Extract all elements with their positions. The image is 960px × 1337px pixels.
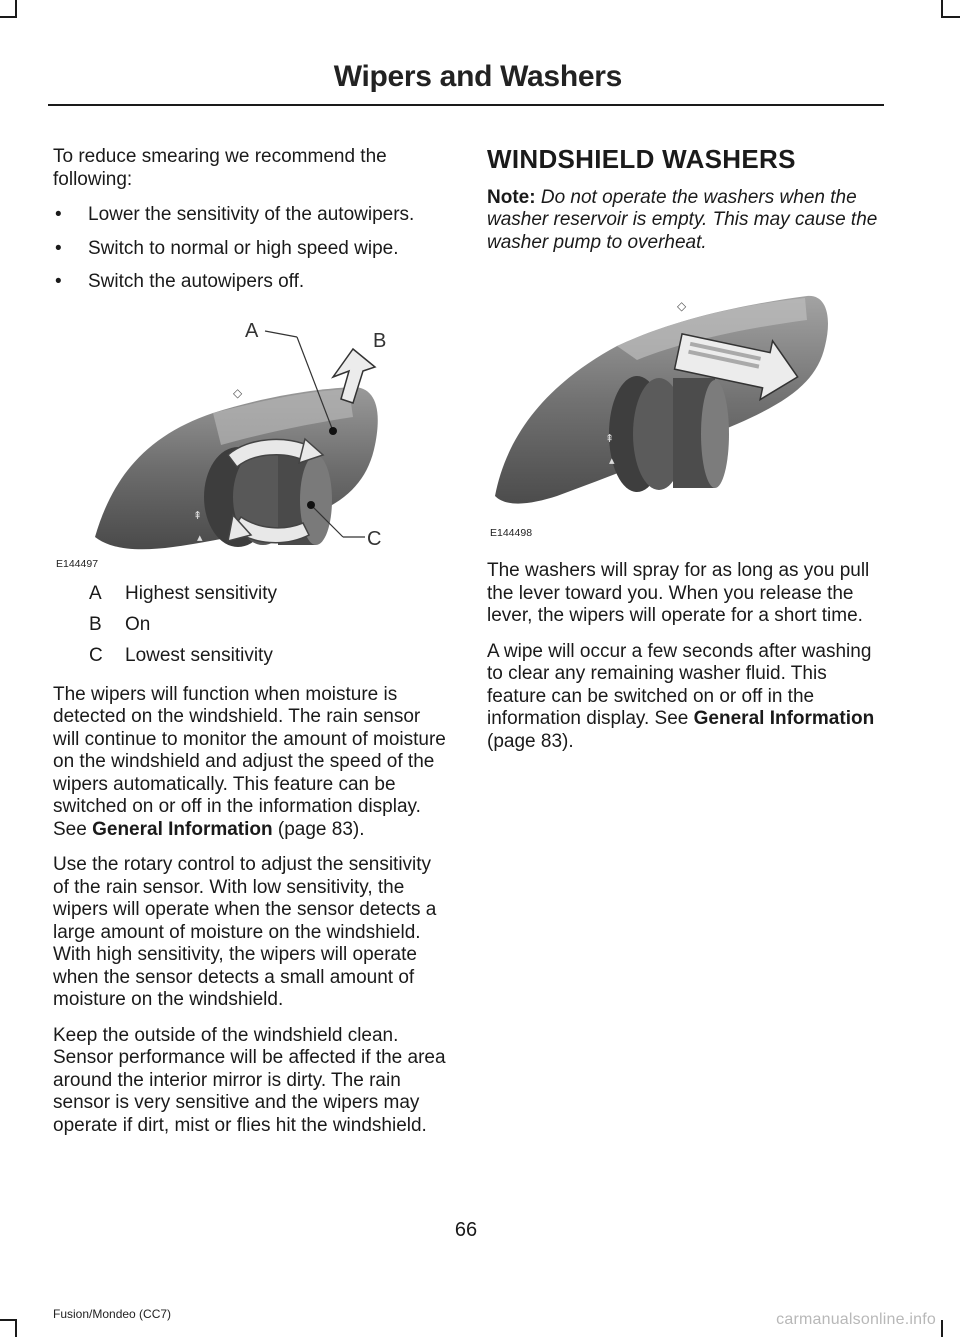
svg-text:◇: ◇ [233,385,243,400]
svg-text:⇞: ⇞ [193,508,203,522]
crop-mark [15,1320,17,1337]
legend-text: Lowest sensitivity [125,644,273,666]
left-column [53,146,448,1150]
note-text: Do not operate the washers when the washer reservoir is empty. This may cause the washer pump to overheat. [487,186,878,253]
washer-spray-paragraph: The washers will spray for as long as you pull the lever toward you. When you release the lever, the wipers will operate for a short time. [487,560,870,626]
crop-mark [0,16,17,18]
section-heading: WINDSHIELD WASHERS [487,144,796,174]
crop-mark [941,1320,943,1337]
right-column [487,146,884,766]
list-item: • Switch the autowipers off. [53,271,448,294]
paragraph-text: The wipers will function when moisture is detected on the windshield. The rain sensor will continue to monitor the amount of moisture on the windshield and adjust the speed of the wipers automatically. This feature can be switched on or off in the information display. See [53,683,446,840]
crop-mark [0,1319,17,1321]
legend-key: B [89,613,102,635]
svg-text:⇞: ⇞ [605,432,615,445]
legend-key: A [89,582,102,604]
figure-id: E144498 [490,527,533,539]
callout-b: B [373,329,387,352]
watermark: carmanualsonline.info [776,1311,936,1328]
legend-key: C [89,644,103,666]
legend-row [53,614,448,645]
washer-lever-figure [487,274,882,539]
legend-text: Highest sensitivity [125,582,278,604]
legend-row [53,583,448,614]
title-rule [48,104,884,106]
paragraph-text: A wipe will occur a few seconds after washing to clear any remaining washer fluid. This feature can be switched on or off in the information display. See [487,640,872,729]
cross-reference-link[interactable]: General Information [92,818,273,840]
wiper-stalk-illustration [53,305,448,567]
windshield-clean-paragraph: Keep the outside of the windshield clean. Sensor performance will be affected if the area around the interior mirror is dirty. The rain sensor is very sensitive and the wipers may operate if dirt, mist or flies hit the windshield. [53,1024,446,1136]
crop-mark [941,16,960,18]
page-number: 66 [454,1219,478,1241]
page-reference: (page 83). [272,818,365,840]
callout-c: C [367,527,382,550]
recommendation-list [53,204,448,294]
crop-mark [941,0,943,17]
wipe-after-wash-paragraph [487,641,884,754]
figure-legend [53,583,448,676]
intro-text: To reduce smearing we recommend the following: [53,146,387,190]
svg-text:▴: ▴ [197,530,203,544]
wiper-lever-figure [53,305,448,570]
list-item: • Switch to normal or high speed wipe. [53,238,448,261]
rain-sensor-paragraph [53,684,448,842]
crop-mark [15,0,17,17]
page-reference: (page 83). [487,730,574,752]
rotary-control-paragraph: Use the rotary control to adjust the sensitivity of the rain sensor. With low sensitivity, the wipers will operate when the sensor detects a large amount of moisture on the windshield. With high sensitivity, the wipers will operate when the sensor detects a small amount of moisture on the windshield. [53,854,437,1010]
legend-text: On [125,613,151,635]
note-label: Note: [487,186,536,208]
note [487,187,884,255]
list-item: • Lower the sensitivity of the autowipers. [53,204,448,227]
svg-text:◇: ◇ [677,299,687,313]
legend-row [53,645,448,676]
figure-id: E144497 [56,557,99,570]
washer-stalk-illustration [487,274,884,536]
cross-reference-link[interactable]: General Information [693,708,875,729]
page-title: Wipers and Washers [333,60,622,93]
footer-model: Fusion/Mondeo (CC7) [53,1307,172,1321]
svg-text:▴: ▴ [609,454,615,467]
callout-a: A [245,319,259,342]
